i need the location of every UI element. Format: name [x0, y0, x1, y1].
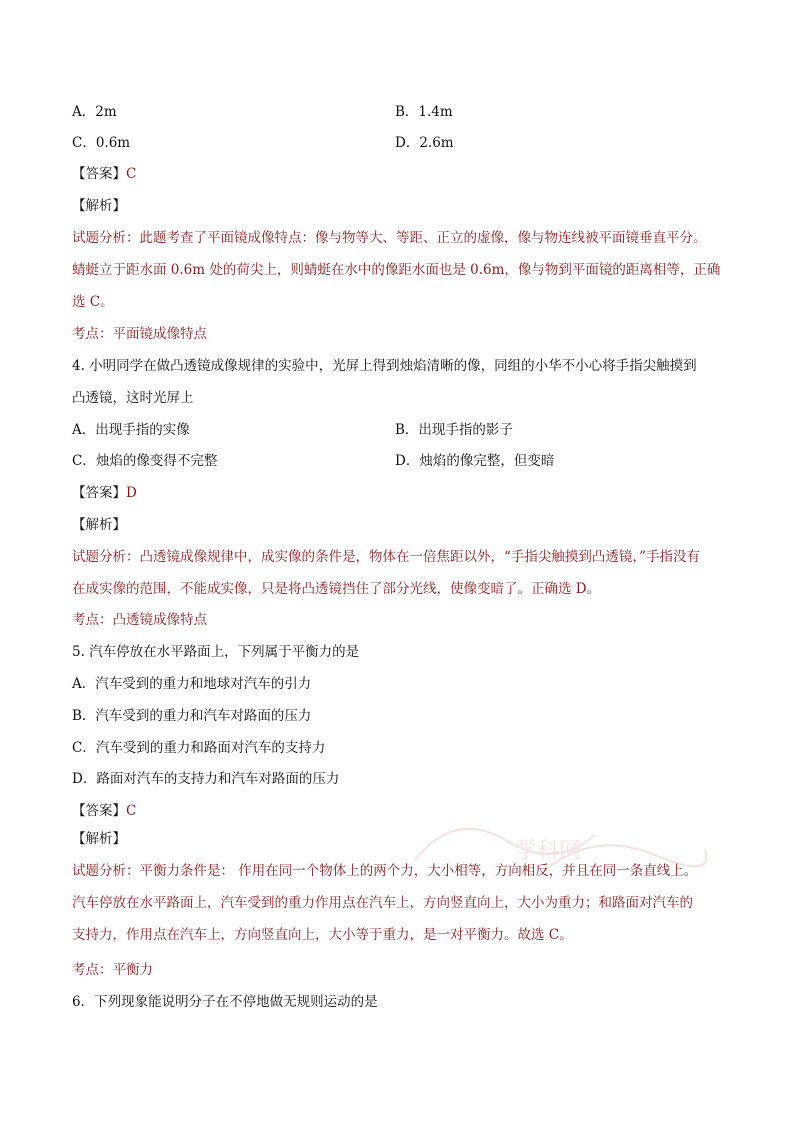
q3-option-c: C．0.6m [72, 135, 131, 151]
q4-stem-line-1: 4. 小明同学在做凸透镜成像规律的实验中，光屏上得到烛焰清晰的像，同组的小华不小心将手指尖触摸到 [72, 358, 697, 374]
q4-options-row-1 [72, 421, 513, 439]
q3-options-row-2 [72, 134, 454, 152]
q3-option-a: A．2m [72, 104, 117, 120]
q5-option-c: C．汽车受到的重力和路面对汽车的支持力 [72, 740, 326, 756]
q3-option-d: D．2.6m [395, 135, 454, 151]
q5-analysis-line-1: 试题分析：平衡力条件是： 作用在同一个物体上的两个力，大小相等，方向相反，并且在同一条直线上。 [72, 863, 698, 879]
q4-analysis-line-2: 在成实像的范围，不能成实像，只是将凸透镜挡住了部分光线，使像变暗了。正确选 D。 [72, 581, 601, 597]
q5-stem: 5. 汽车停放在水平路面上，下列属于平衡力的是 [72, 644, 360, 660]
q4-answer-label: 【答案】 [72, 485, 126, 501]
q4-option-c: C．烛焰的像变得不完整 [72, 453, 218, 469]
q5-answer-label: 【答案】 [72, 803, 126, 819]
q5-analysis-line-3: 支持力，作用点在汽车上，方向竖直向上，大小等于重力，是一对平衡力。故选 C。 [72, 927, 573, 943]
q4-options-row-2 [72, 452, 555, 470]
q3-answer [72, 165, 136, 183]
q4-knowledge-point: 考点：凸透镜成像特点 [72, 612, 207, 628]
q3-analysis-line-1: 试题分析：此题考查了平面镜成像特点：像与物等大、等距、正立的虚像，像与物连线被平面镜垂直平分。 [72, 230, 707, 246]
q5-knowledge-point: 考点：平衡力 [72, 962, 153, 978]
q4-option-a: A．出现手指的实像 [72, 422, 190, 438]
q3-knowledge-point: 考点：平面镜成像特点 [72, 326, 207, 342]
q3-answer-label: 【答案】 [72, 166, 126, 182]
q4-analysis-line-1: 试题分析：凸透镜成像规律中，成实像的条件是，物体在一倍焦距以外，“手指尖触摸到凸透镜，”手指没有 [72, 549, 701, 565]
q3-option-b: B．1.4m [395, 104, 453, 120]
q3-answer-value: C [126, 166, 137, 182]
q4-option-b: B．出现手指的影子 [395, 422, 513, 438]
q5-analysis-line-2: 汽车停放在水平路面上，汽车受到的重力作用点在汽车上，方向竖直向上，大小为重力；和路面对汽车的 [72, 895, 693, 911]
q4-answer-value: D [126, 485, 137, 501]
q4-answer [72, 484, 137, 502]
q6-stem: 6．下列现象能说明分子在不停地做无规则运动的是 [72, 994, 378, 1010]
q3-analysis-line-3: 选 C。 [72, 294, 114, 310]
q4-option-d: D．烛焰的像完整，但变暗 [395, 453, 555, 469]
q5-analysis-label: 【解析】 [72, 831, 126, 847]
q5-option-b: B．汽车受到的重力和汽车对路面的压力 [72, 708, 312, 724]
q4-analysis-label: 【解析】 [72, 517, 126, 533]
q4-stem-line-2: 凸透镜，这时光屏上 [72, 390, 194, 406]
q5-answer-value: C [126, 803, 137, 819]
q3-analysis-label: 【解析】 [72, 198, 126, 214]
q5-answer [72, 802, 136, 820]
q3-analysis-line-2: 蜻蜓立于距水面 0.6m 处的荷尖上，则蜻蜓在水中的像距水面也是 0.6m，像与物到平面镜的距离相等，正确 [72, 262, 721, 278]
q3-options-row-1 [72, 103, 453, 121]
q5-option-d: D．路面对汽车的支持力和汽车对路面的压力 [72, 771, 340, 787]
q5-option-a: A．汽车受到的重力和地球对汽车的引力 [72, 676, 312, 692]
watermark-text: 学科网 [515, 839, 582, 864]
